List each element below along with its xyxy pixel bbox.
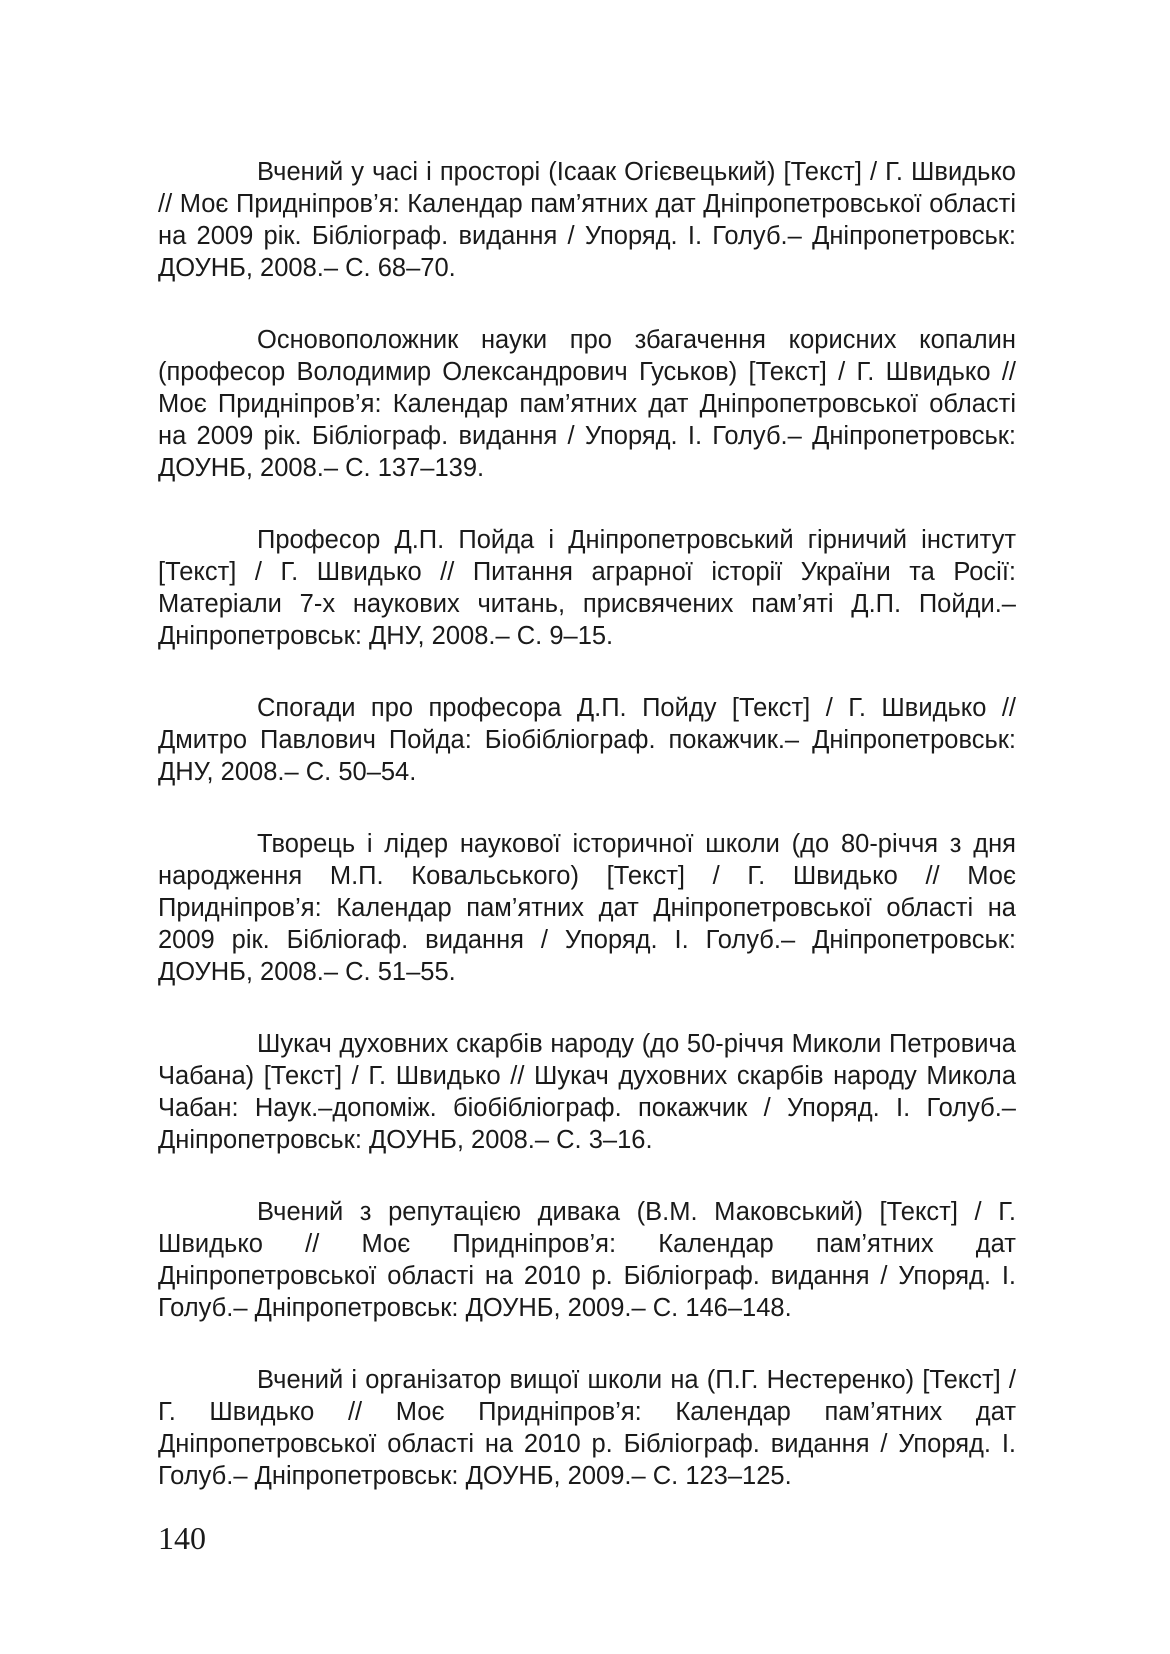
bibliography-entry: Творець і лідер наукової історичної школи (до 80-річчя з дня народження М.П. Ковальського) [Текст] / Г. Швидько // Моє Придніпров’я: Календар пам’ятних дат Дніпропетровської області на 2009 рік. Бібліогаф. видання / Упоряд. І. Голуб.– Дніпропетровськ: ДОУНБ, 2008.– С. 51–55. — [158, 830, 1016, 986]
bibliography-entry: Спогади про професора Д.П. Пойду [Текст] / Г. Швидько // Дмитро Павлович Пойда: Біобібліограф. покажчик.– Дніпропетровськ: ДНУ, 2008.– С. 50–54. — [158, 694, 1016, 786]
bibliography-entry: Вчений з репутацією дивака (В.М. Маковський) [Текст] / Г. Швидько // Моє Придніпров’я: Календар пам’ятних дат Дніпропетровської області на 2010 р. Бібліограф. видання / Упоряд. І. Голуб.– Дніпропетровськ: ДОУНБ, 2009.– С. 146–148. — [158, 1198, 1016, 1322]
bibliography-list — [158, 156, 1016, 1492]
bibliography-entry: Вчений у часі і просторі (Ісаак Огієвецький) [Текст] / Г. Швидько // Моє Придніпров’я: Календар пам’ятних дат Дніпропетровської області на 2009 рік. Бібліограф. видання / Упоряд. І. Голуб.– Дніпропетровськ: ДОУНБ, 2008.– С. 68–70. — [158, 158, 1016, 282]
bibliography-entry: Шукач духовних скарбів народу (до 50-річчя Миколи Петровича Чабана) [Текст] / Г. Швидько // Шукач духовних скарбів народу Микола Чабан: Наук.–допоміж. біобібліограф. покажчик / Упоряд. І. Голуб.– Дніпропетровськ: ДОУНБ, 2008.– С. 3–16. — [158, 1030, 1016, 1154]
bibliography-entry: Вчений і організатор вищої школи на (П.Г. Нестеренко) [Текст] / Г. Швидько // Моє Придніпров’я: Календар пам’ятних дат Дніпропетровської області на 2010 р. Бібліограф. видання / Упоряд. І. Голуб.– Дніпропетровськ: ДОУНБ, 2009.– С. 123–125. — [158, 1366, 1016, 1490]
bibliography-entry: Професор Д.П. Пойда і Дніпропетровський гірничий інститут [Текст] / Г. Швидько // Питання аграрної історії України та Росії: Матеріали 7-х наукових читань, присвячених пам’яті Д.П. Пойди.– Дніпропетровськ: ДНУ, 2008.– С. 9–15. — [158, 526, 1016, 650]
bibliography-entry: Основоположник науки про збагачення корисних копалин (професор Володимир Олександрович Гуськов) [Текст] / Г. Швидько // Моє Придніпров’я: Календар пам’ятних дат Дніпропетровської області на 2009 рік. Бібліограф. видання / Упоряд. І. Голуб.– Дніпропетровськ: ДОУНБ, 2008.– С. 137–139. — [158, 326, 1016, 482]
page-number: 140 — [158, 1520, 206, 1556]
